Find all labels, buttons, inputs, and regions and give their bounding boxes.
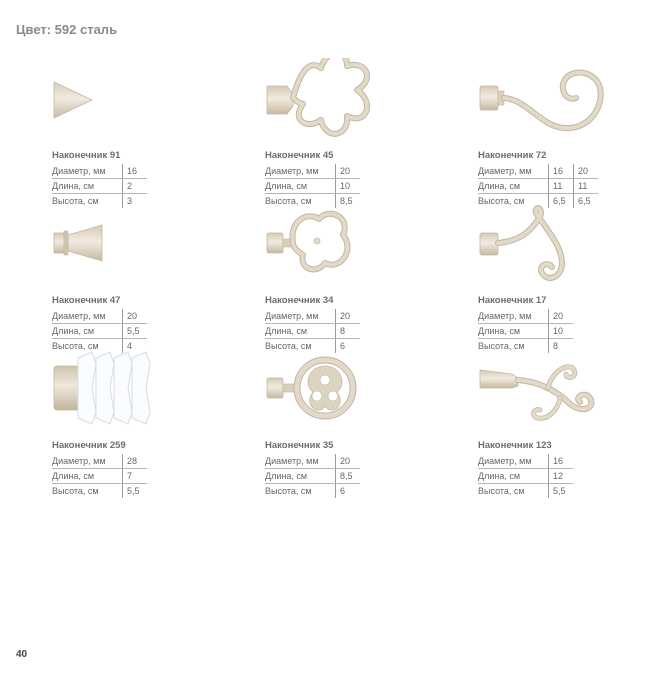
spec-value: 7 [123, 469, 148, 484]
spec-value: 3 [123, 194, 148, 209]
finial-45-image [265, 58, 455, 138]
spec-label: Длина, см [265, 324, 336, 339]
spec-value: 6 [336, 339, 361, 354]
product-title: Наконечник 72 [478, 150, 547, 161]
spec-table [52, 164, 147, 208]
spec-value: 20 [123, 309, 148, 324]
finial-47-image [52, 203, 242, 283]
spec-label: Диаметр, мм [52, 164, 123, 179]
finial-123-image [478, 348, 660, 428]
spec-table [265, 164, 360, 208]
spec-value: 10 [336, 179, 361, 194]
spec-value: 5,5 [123, 484, 148, 499]
product-title: Наконечник 123 [478, 440, 552, 451]
spec-label: Длина, см [478, 179, 549, 194]
spec-label: Длина, см [478, 324, 549, 339]
finial-91-image [52, 58, 242, 138]
spec-label: Длина, см [52, 469, 123, 484]
page-title: Цвет: 592 сталь [16, 22, 118, 37]
finial-72-image [478, 58, 660, 138]
spec-value: 8,5 [336, 194, 361, 209]
product-title: Наконечник 259 [52, 440, 126, 451]
spec-value: 11 [549, 179, 574, 194]
spec-label: Длина, см [478, 469, 549, 484]
spec-value: 6,5 [549, 194, 574, 209]
spec-value: 6 [336, 484, 361, 499]
spec-value: 10 [549, 324, 574, 339]
finial-259-image [52, 348, 242, 428]
spec-label: Высота, см [478, 196, 525, 206]
finial-17-image [478, 203, 660, 283]
spec-table [52, 454, 147, 498]
spec-value: 20 [549, 309, 574, 324]
spec-value: 8 [549, 339, 574, 354]
spec-value: 6,5 [574, 194, 599, 209]
spec-value: 16 [549, 454, 574, 469]
spec-label: Длина, см [52, 324, 123, 339]
spec-table [265, 309, 360, 353]
spec-label: Высота, см [478, 341, 525, 351]
spec-label: Диаметр, мм [478, 164, 549, 179]
spec-value: 8,5 [336, 469, 361, 484]
spec-label: Высота, см [265, 486, 312, 496]
spec-table [265, 454, 360, 498]
spec-value: 20 [574, 164, 599, 179]
spec-table [478, 164, 598, 208]
spec-label: Диаметр, мм [265, 309, 336, 324]
spec-label: Диаметр, мм [265, 164, 336, 179]
spec-label: Диаметр, мм [478, 454, 549, 469]
spec-label: Диаметр, мм [265, 454, 336, 469]
spec-value: 8 [336, 324, 361, 339]
spec-label: Высота, см [265, 196, 312, 206]
spec-label: Диаметр, мм [478, 309, 549, 324]
spec-value: 2 [123, 179, 148, 194]
spec-label: Диаметр, мм [52, 454, 123, 469]
product-title: Наконечник 45 [265, 150, 334, 161]
spec-label: Высота, см [52, 486, 99, 496]
spec-table [478, 454, 573, 498]
spec-value: 5,5 [549, 484, 574, 499]
spec-label: Диаметр, мм [52, 309, 123, 324]
product-title: Наконечник 35 [265, 440, 334, 451]
spec-label: Длина, см [52, 179, 123, 194]
finial-34-image [265, 203, 455, 283]
product-title: Наконечник 91 [52, 150, 121, 161]
spec-label: Высота, см [265, 341, 312, 351]
spec-label: Длина, см [265, 469, 336, 484]
finial-35-image [265, 348, 455, 428]
spec-table [52, 309, 147, 353]
spec-value: 20 [336, 454, 361, 469]
product-title: Наконечник 47 [52, 295, 121, 306]
product-title: Наконечник 34 [265, 295, 334, 306]
spec-label: Высота, см [478, 486, 525, 496]
spec-value: 28 [123, 454, 148, 469]
spec-value: 11 [574, 179, 599, 194]
spec-label: Высота, см [52, 341, 99, 351]
spec-value: 4 [123, 339, 148, 354]
spec-value: 20 [336, 164, 361, 179]
product-title: Наконечник 17 [478, 295, 547, 306]
spec-table [478, 309, 573, 353]
spec-value: 16 [123, 164, 148, 179]
spec-value: 20 [336, 309, 361, 324]
spec-value: 5,5 [123, 324, 148, 339]
page-number: 40 [16, 649, 28, 660]
spec-label: Высота, см [52, 196, 99, 206]
spec-value: 12 [549, 469, 574, 484]
spec-value: 16 [549, 164, 574, 179]
spec-label: Длина, см [265, 179, 336, 194]
